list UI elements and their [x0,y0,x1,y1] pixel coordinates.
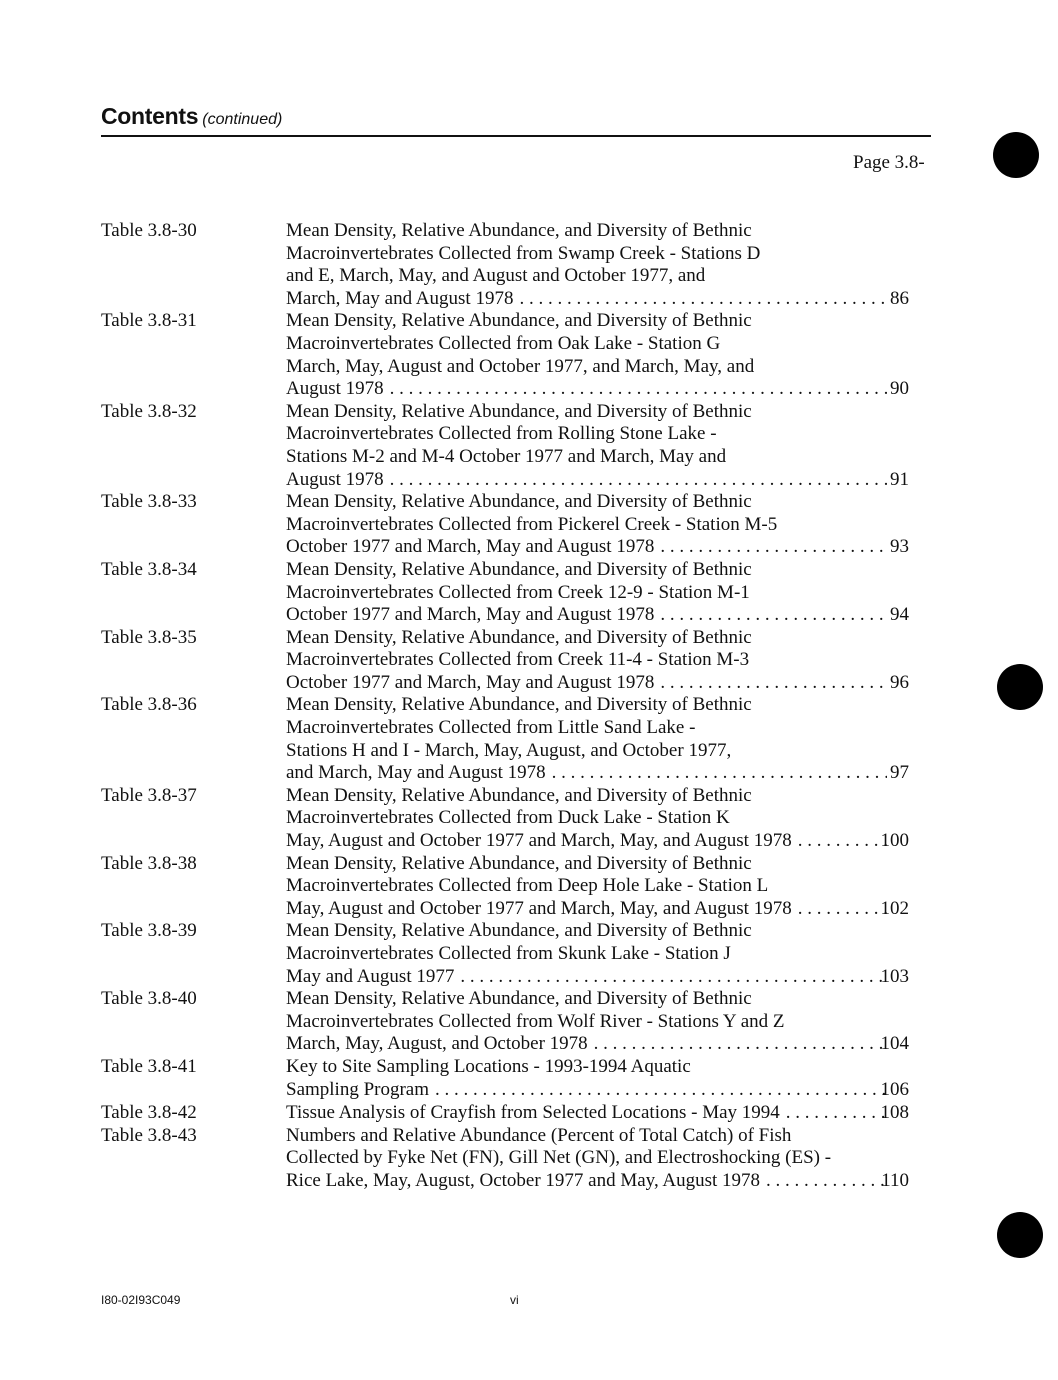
toc-entry-line: May, August and October 1977 and March, May, and August 1978 [286,830,792,852]
toc-entry-page: 108 [880,1102,909,1124]
toc-entry-line: Macroinvertebrates Collected from Little Sand Lake - [286,717,696,739]
toc-entry-label: Table 3.8-32 [101,400,197,422]
toc-entry-line: Mean Density, Relative Abundance, and Diversity of Bethnic [286,626,752,648]
dot-leader [460,966,887,989]
toc-entry-line: May and August 1977 [286,965,455,987]
toc-entry-title [286,988,931,1056]
dot-leader [390,469,887,492]
toc-entry [101,920,941,988]
toc-entry-title [286,920,931,988]
toc-entry-line: Macroinvertebrates Collected from Deep Hole Lake - Station L [286,875,769,897]
toc-entry-title [286,1125,931,1193]
toc-entry-title [286,491,931,559]
header-rule [101,135,931,137]
toc-entry-line: Macroinvertebrates Collected from Oak Lake - Station G [286,332,721,354]
toc-entry [101,310,941,400]
toc-entry-title [286,1102,931,1125]
dot-leader [390,378,887,401]
toc-entry-line: Mean Density, Relative Abundance, and Diversity of Bethnic [286,310,752,332]
table-of-contents [101,220,941,1193]
toc-entry-title [286,785,931,853]
toc-entry-line: Numbers and Relative Abundance (Percent of Total Catch) of Fish [286,1124,792,1146]
toc-entry-label: Table 3.8-38 [101,852,197,874]
toc-entry [101,1125,941,1193]
toc-entry-line: October 1977 and March, May and August 1978 [286,536,655,558]
dot-leader [519,288,887,311]
toc-entry [101,785,941,853]
toc-entry-label: Table 3.8-37 [101,784,197,806]
dot-leader [435,1079,887,1102]
toc-entry-line: March, May and August 1978 [286,287,514,309]
title-text: Contents [101,103,199,129]
toc-entry-line: Macroinvertebrates Collected from Creek 12-9 - Station M-1 [286,581,750,603]
document-id: I80-02I93C049 [101,1293,181,1307]
toc-entry-line: Mean Density, Relative Abundance, and Diversity of Bethnic [286,491,752,513]
toc-entry-page: 97 [890,762,909,784]
toc-entry [101,988,941,1056]
toc-entry-page: 100 [880,830,909,852]
toc-entry-line: Sampling Program [286,1078,430,1100]
toc-entry-label: Table 3.8-33 [101,491,197,513]
toc-entry-label: Table 3.8-42 [101,1102,197,1124]
binder-hole-top [993,132,1039,178]
toc-entry-label: Table 3.8-36 [101,694,197,716]
toc-entry-line: October 1977 and March, May and August 1978 [286,671,655,693]
toc-entry-page: 86 [890,287,909,309]
page-column-label: Page 3.8- [853,152,925,173]
toc-entry-page: 106 [880,1078,909,1100]
toc-entry [101,220,941,310]
dot-leader [660,672,887,695]
binder-hole-bottom [997,1212,1043,1258]
toc-entry-title [286,401,931,491]
toc-entry [101,559,941,627]
toc-entry-page: 93 [890,536,909,558]
toc-entry-label: Table 3.8-35 [101,626,197,648]
toc-entry-line: and E, March, May, and August and October 1977, and [286,265,706,287]
continued-label: (continued) [202,111,283,128]
toc-entry-label: Table 3.8-43 [101,1124,197,1146]
toc-entry [101,491,941,559]
toc-entry-title [286,627,931,695]
toc-entry-title [286,559,931,627]
toc-entry-title [286,310,931,400]
toc-entry-page: 104 [880,1033,909,1055]
toc-entry [101,627,941,695]
toc-entry-line: Key to Site Sampling Locations - 1993-1994 Aquatic [286,1055,691,1077]
toc-entry-title [286,694,931,784]
toc-entry-line: Collected by Fyke Net (FN), Gill Net (GN), and Electroshocking (ES) - [286,1147,832,1169]
toc-entry-label: Table 3.8-40 [101,988,197,1010]
toc-entry-line: October 1977 and March, May and August 1978 [286,604,655,626]
toc-entry-line: Macroinvertebrates Collected from Rolling Stone Lake - [286,423,717,445]
toc-entry-line: August 1978 [286,378,384,400]
toc-entry-line: Macroinvertebrates Collected from Wolf River - Stations Y and Z [286,1010,785,1032]
toc-entry [101,853,941,921]
toc-entry-line: Rice Lake, May, August, October 1977 and May, August 1978 [286,1169,761,1191]
toc-entry-page: 90 [890,378,909,400]
toc-entry-line: Mean Density, Relative Abundance, and Diversity of Bethnic [286,920,752,942]
toc-entry-line: Mean Density, Relative Abundance, and Diversity of Bethnic [286,852,752,874]
toc-entry-line: August 1978 [286,468,384,490]
toc-entry-line: and March, May and August 1978 [286,762,546,784]
toc-entry-line: Macroinvertebrates Collected from Skunk Lake - Station J [286,943,731,964]
toc-entry-label: Table 3.8-39 [101,920,197,942]
toc-entry-page: 91 [890,468,909,490]
toc-entry-page: 103 [880,965,909,987]
toc-entry-label: Table 3.8-30 [101,220,197,241]
toc-entry [101,1056,941,1101]
toc-entry-page: 96 [890,671,909,693]
dot-leader [660,536,887,559]
page-title [101,103,282,130]
toc-entry-line: Macroinvertebrates Collected from Duck Lake - Station K [286,807,730,829]
toc-entry-line: Macroinvertebrates Collected from Swamp Creek - Stations D [286,242,761,264]
binder-hole-middle [997,664,1043,710]
toc-entry-line: Stations M-2 and M-4 October 1977 and March, May and [286,445,727,467]
toc-entry-page: 110 [881,1169,909,1191]
toc-entry [101,1102,941,1125]
toc-entry-title [286,220,931,310]
dot-leader [594,1033,887,1056]
toc-entry-line: Mean Density, Relative Abundance, and Diversity of Bethnic [286,784,752,806]
toc-entry-line: Mean Density, Relative Abundance, and Diversity of Bethnic [286,220,752,241]
dot-leader [660,604,887,627]
toc-entry-line: May, August and October 1977 and March, May, and August 1978 [286,897,792,919]
toc-entry-line: Mean Density, Relative Abundance, and Diversity of Bethnic [286,400,752,422]
toc-entry-page: 102 [880,897,909,919]
toc-entry-page: 94 [890,604,909,626]
toc-entry-line: Macroinvertebrates Collected from Creek 11-4 - Station M-3 [286,649,750,671]
toc-entry-line: March, May, August, and October 1978 [286,1033,588,1055]
toc-entry-label: Table 3.8-34 [101,558,197,580]
toc-entry-line: March, May, August and October 1977, and March, May, and [286,355,755,377]
toc-entry-line: Macroinvertebrates Collected from Pickerel Creek - Station M-5 [286,513,778,535]
toc-entry-line: Mean Density, Relative Abundance, and Diversity of Bethnic [286,988,752,1010]
toc-entry [101,401,941,491]
toc-entry-title [286,853,931,921]
toc-entry-line: Mean Density, Relative Abundance, and Diversity of Bethnic [286,558,752,580]
page-number: vi [510,1293,519,1307]
toc-entry-label: Table 3.8-41 [101,1055,197,1077]
dot-leader [552,762,887,785]
toc-entry-line: Stations H and I - March, May, August, and October 1977, [286,739,732,761]
toc-entry-title [286,1056,931,1101]
toc-entry [101,694,941,784]
toc-entry-line: Tissue Analysis of Crayfish from Selected Locations - May 1994 [286,1102,780,1124]
toc-entry-line: Mean Density, Relative Abundance, and Diversity of Bethnic [286,694,752,716]
toc-entry-label: Table 3.8-31 [101,310,197,332]
